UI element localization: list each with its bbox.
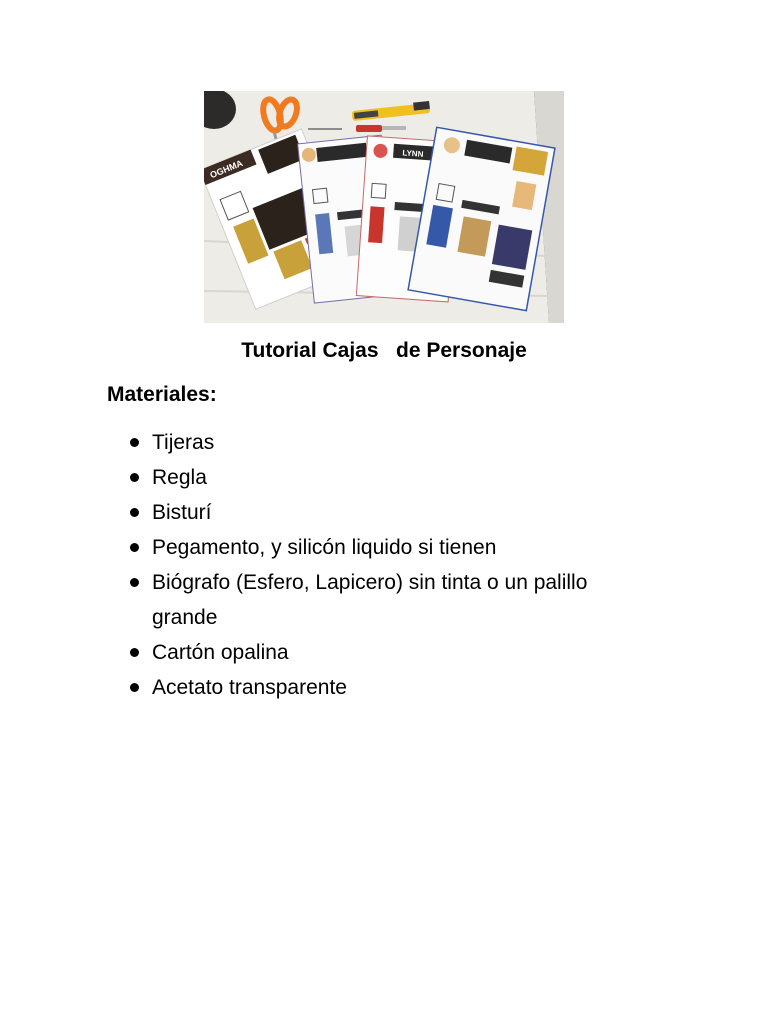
bullet-icon bbox=[130, 438, 139, 447]
bullet-icon bbox=[130, 578, 139, 587]
svg-text:OGHMA: OGHMA bbox=[208, 157, 245, 181]
list-item: Cartón opalina bbox=[130, 635, 650, 670]
bullet-icon bbox=[130, 473, 139, 482]
photo-illustration bbox=[204, 91, 564, 323]
list-item: Regla bbox=[130, 460, 650, 495]
list-item: Bisturí bbox=[130, 495, 650, 530]
bullet-icon bbox=[130, 543, 139, 552]
list-item: Tijeras bbox=[130, 425, 650, 460]
list-item: Acetato transparente bbox=[130, 670, 650, 705]
bullet-icon bbox=[130, 683, 139, 692]
bullet-icon bbox=[130, 508, 139, 517]
list-item: Biógrafo (Esfero, Lapicero) sin tinta o un palillo grande bbox=[130, 565, 650, 635]
bullet-icon bbox=[130, 648, 139, 657]
list-item: Pegamento, y silicón liquido si tienen bbox=[130, 530, 650, 565]
svg-text:LYNN: LYNN bbox=[402, 148, 424, 159]
materials-heading: Materiales: bbox=[107, 383, 217, 406]
page-title: Tutorial Cajas de Personaje bbox=[241, 339, 527, 362]
materials-list bbox=[130, 425, 650, 705]
materials-photo bbox=[204, 91, 564, 323]
